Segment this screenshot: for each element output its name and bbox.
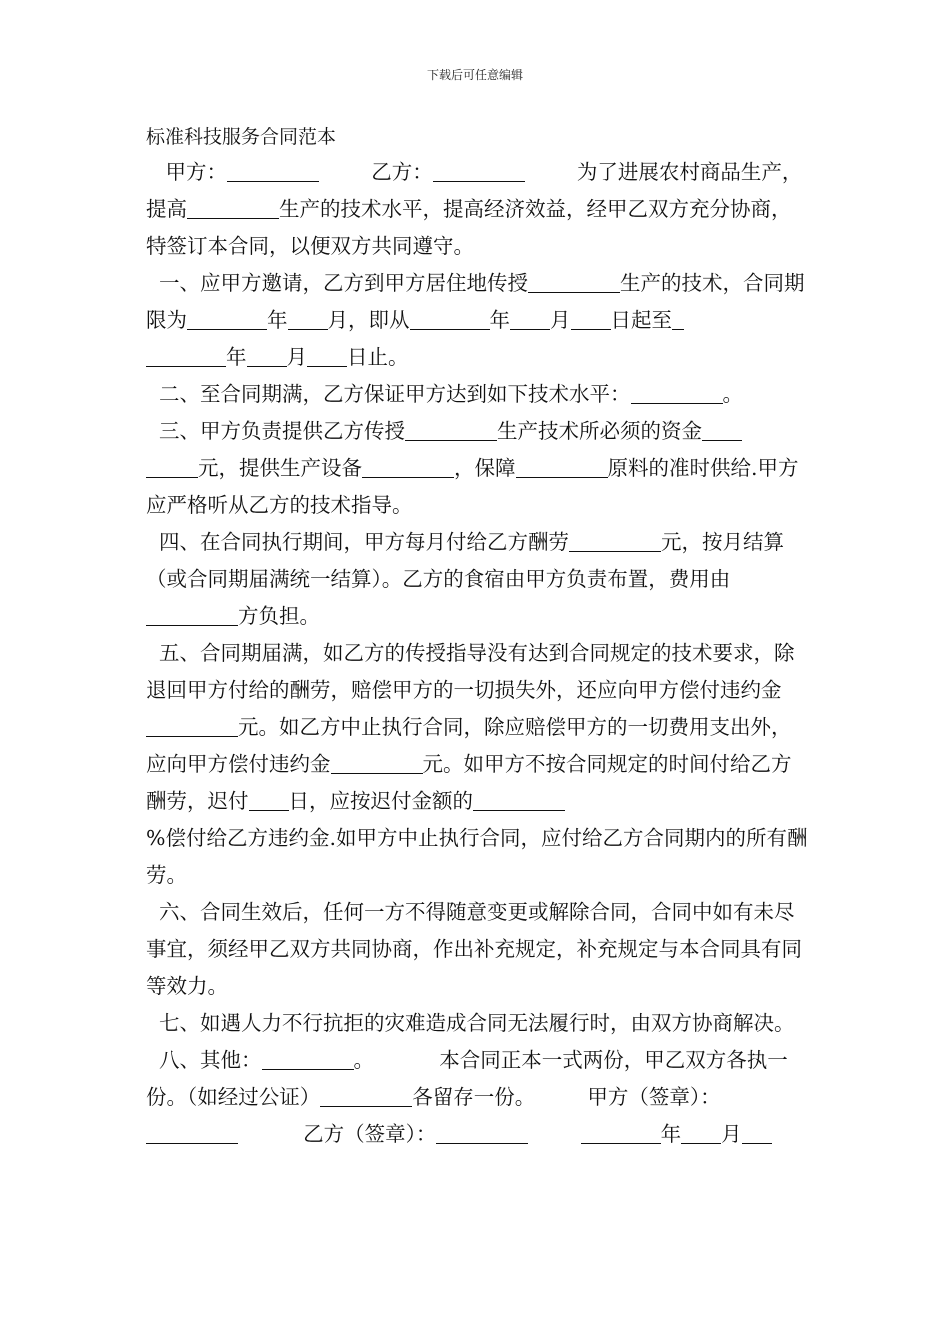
fill-in-blank	[146, 714, 238, 737]
clause-8: 八、其他： 。 本合同正本一式两份，甲乙双方各执一份。（如经过公证） 各留存一份。 甲方（签章）： 乙方（签章）： 年 月	[146, 1048, 788, 1146]
fill-in-blank	[362, 455, 454, 478]
fill-in-blank	[702, 418, 742, 441]
fill-in-blank	[249, 788, 289, 811]
fill-in-blank	[187, 196, 279, 219]
fill-in-blank	[247, 344, 287, 367]
clause-7: 七、如遇人力不行抗拒的灾难造成合同无法履行时，由双方协商解决。	[146, 1011, 795, 1035]
document-body	[146, 154, 810, 1153]
fill-in-blank	[146, 1121, 238, 1144]
fill-in-blank	[146, 455, 198, 478]
fill-in-blank	[146, 603, 238, 626]
page-header: 下载后可任意编辑	[426, 68, 523, 82]
fill-in-blank	[569, 529, 661, 552]
clause-3: 三、甲方负责提供乙方传授 生产技术所必须的资金 元，提供生产设备 ，保障 原料的准时供给.甲方应严格听从乙方的技术指导。	[146, 419, 799, 517]
document-title: 标准科技服务合同范本	[146, 126, 337, 148]
fill-in-blank	[227, 159, 319, 182]
fill-in-blank	[410, 307, 490, 330]
fill-in-blank	[516, 455, 608, 478]
fill-in-blank	[187, 307, 267, 330]
fill-in-blank	[510, 307, 550, 330]
fill-in-blank	[681, 1121, 721, 1144]
fill-in-blank	[631, 381, 723, 404]
fill-in-blank	[262, 1047, 354, 1070]
fill-in-blank	[672, 307, 684, 330]
fill-in-blank	[288, 307, 328, 330]
fill-in-blank	[433, 159, 525, 182]
clause-1: 一、应甲方邀请，乙方到甲方居住地传授 生产的技术，合同期限为 年 月，即从 年 月 日起至 年 月 日止。	[146, 271, 805, 369]
fill-in-blank	[436, 1121, 528, 1144]
clause-4: 四、在合同执行期间，甲方每月付给乙方酬劳 元，按月结算（或合同期届满统一结算）。乙方的食宿由甲方负责布置，费用由方负担。	[146, 530, 785, 628]
fill-in-blank	[405, 418, 497, 441]
paragraph-intro: 甲方： 乙方： 为了进展农村商品生产，提高 生产的技术水平，提高经济效益，经甲乙双方充分协商，特签订本合同，以便双方共同遵守。	[146, 160, 803, 258]
fill-in-blank	[742, 1121, 772, 1144]
clause-2: 二、至合同期满，乙方保证甲方达到如下技术水平： 。	[146, 382, 744, 406]
fill-in-blank	[146, 344, 226, 367]
fill-in-blank	[331, 751, 423, 774]
fill-in-blank	[473, 788, 565, 811]
fill-in-blank	[320, 1084, 412, 1107]
fill-in-blank	[307, 344, 347, 367]
fill-in-blank	[581, 1121, 661, 1144]
fill-in-blank	[571, 307, 611, 330]
clause-5: 五、合同期届满，如乙方的传授指导没有达到合同规定的技术要求，除退回甲方付给的酬劳，赔偿甲方的一切损失外，还应向甲方偿付违约金元。如乙方中止执行合同，除应赔偿甲方的一切费用支出外，应向甲方偿付违约金 元。如甲方不按合同规定的时间付给乙方酬劳，迟付 日，应按迟付金额的 %偿付给乙方违约金.如甲方中止执行合同，应付给乙方合同期内的所有酬劳。	[146, 641, 808, 887]
clause-6: 六、合同生效后，任何一方不得随意变更或解除合同，合同中如有未尽事宜，须经甲乙双方共同协商，作出补充规定，补充规定与本合同具有同等效力。	[146, 900, 802, 998]
fill-in-blank	[528, 270, 620, 293]
